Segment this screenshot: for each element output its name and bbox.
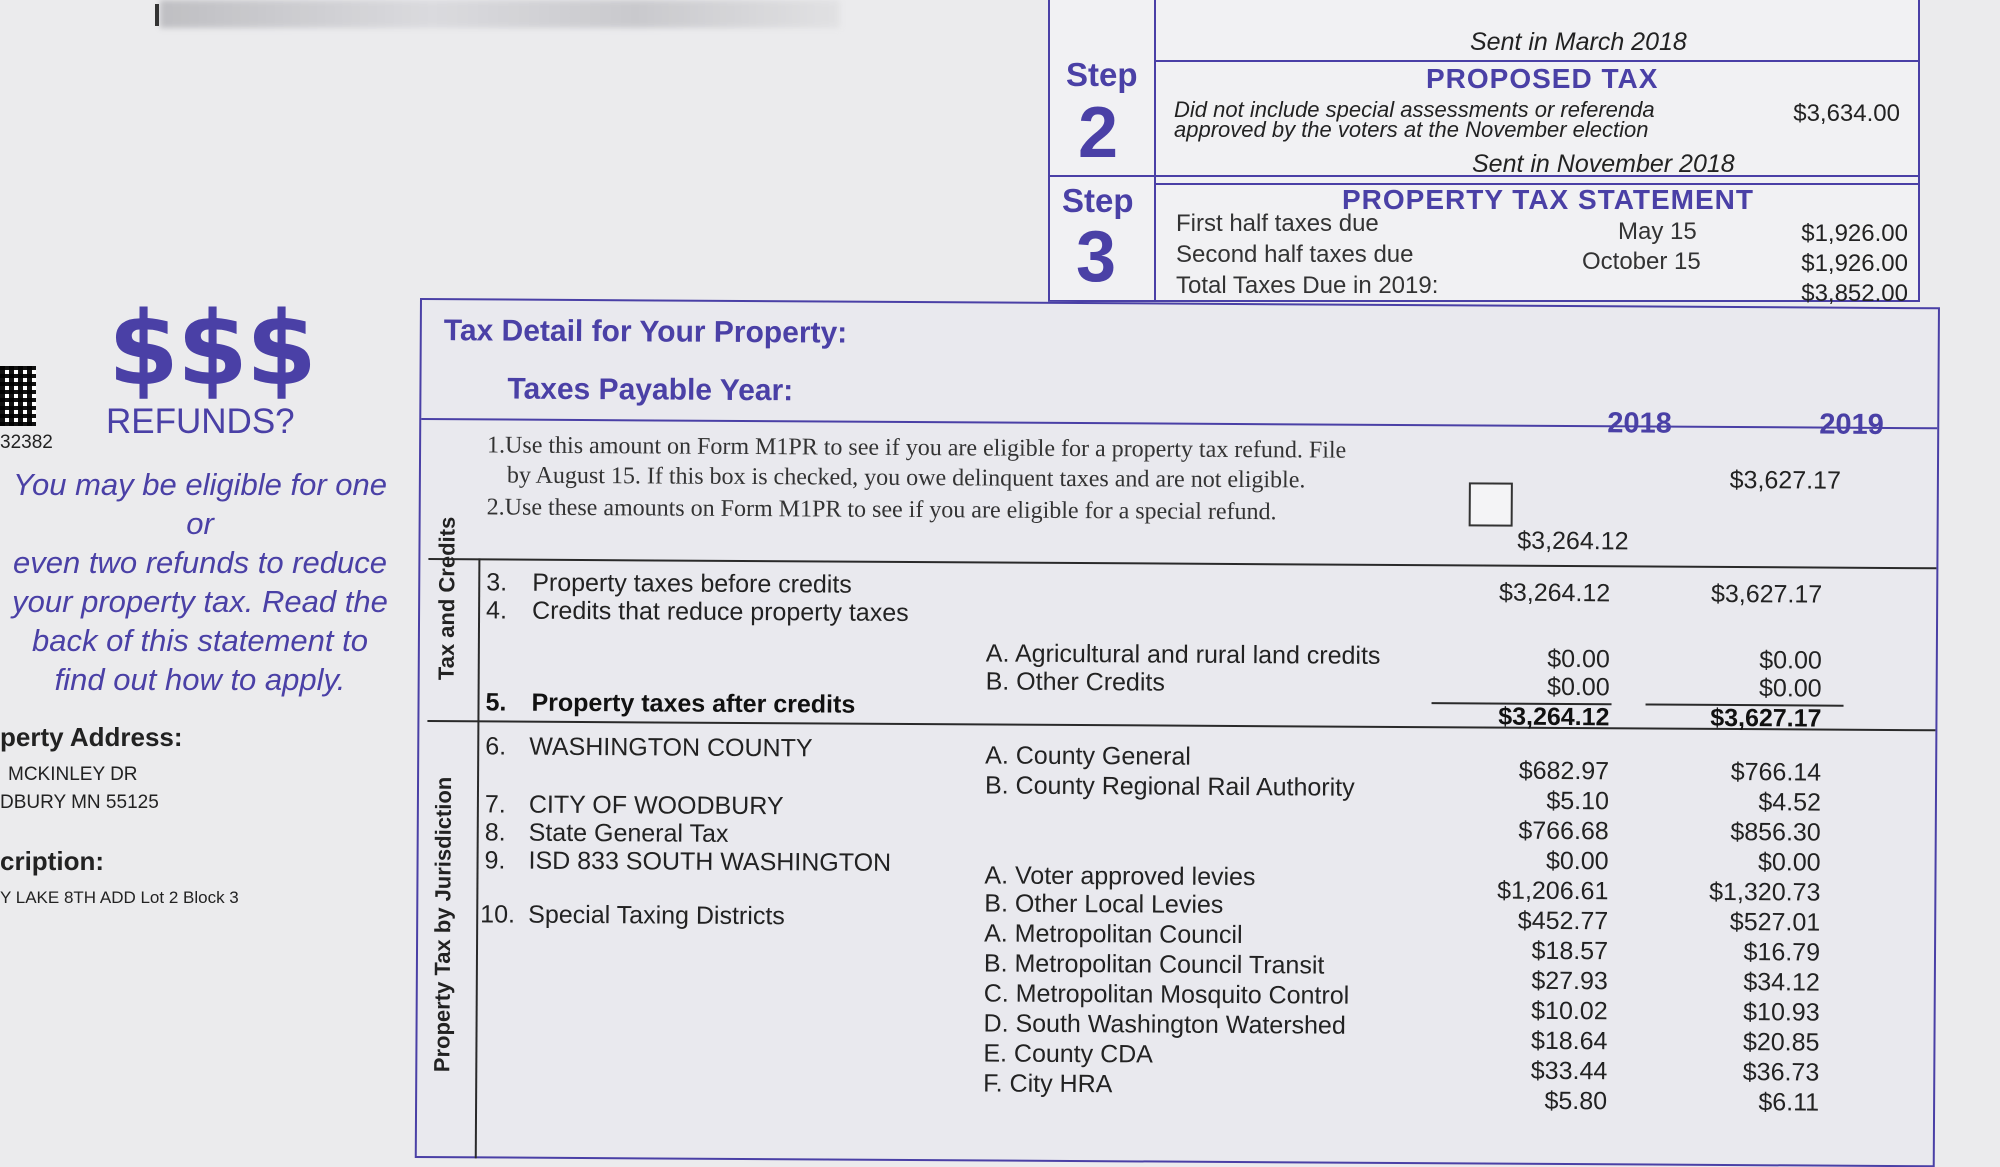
line10c-2018: $10.02 [1531, 996, 1608, 1026]
step2-note-2: approved by the voters at the November election [1174, 117, 1649, 142]
line9-label: ISD 833 SOUTH WASHINGTON [528, 846, 892, 877]
description-label: cription: [0, 846, 104, 876]
payable-year-label: Taxes Payable Year: [507, 372, 794, 408]
line10e-label: E. County CDA [983, 1039, 1153, 1069]
account-number: 32382 [0, 432, 53, 453]
line3-2018: $3,264.12 [1498, 578, 1611, 608]
section-rule-1 [428, 558, 1936, 569]
step3-word: Step [1062, 182, 1134, 219]
step3-title: PROPERTY TAX STATEMENT [1342, 184, 1754, 215]
description-value: Y LAKE 8TH ADD Lot 2 Block 3 [0, 888, 239, 907]
line10f-2019: $6.11 [1758, 1088, 1820, 1117]
second-half-date: October 15 [1582, 248, 1701, 275]
line10e-2018: $33.44 [1530, 1056, 1608, 1086]
refunds-heading: REFUNDS? [106, 402, 295, 441]
line6b-2018: $5.10 [1546, 786, 1610, 816]
tax-credits-label: Tax and Credits [433, 516, 460, 681]
line4a-label: A. Agricultural and rural land credits [985, 639, 1381, 670]
step2-word: Step [1066, 56, 1138, 93]
step2-title: PROPOSED TAX [1426, 63, 1659, 94]
line6a-label: A. County General [985, 741, 1191, 771]
step2-amount: $3,634.00 [1793, 100, 1900, 127]
line4b-2019: $0.00 [1758, 674, 1822, 703]
line8-label: State General Tax [528, 818, 729, 848]
step3-number: 3 [1076, 217, 1117, 297]
line5-2019: $3,627.17 [1710, 703, 1822, 733]
line5-2018: $3,264.12 [1498, 702, 1610, 732]
second-half-label: Second half taxes due [1176, 241, 1414, 268]
line9-num: 9. [484, 846, 506, 875]
step2-sent: Sent in March 2018 [1470, 28, 1687, 56]
line10c-2019: $10.93 [1743, 998, 1820, 1027]
step3-sent: Sent in November 2018 [1472, 150, 1735, 178]
line5-num: 5. [485, 688, 507, 717]
line9a-label: A. Voter approved levies [984, 861, 1256, 892]
line10-num: 10. [480, 900, 516, 929]
line10d-2018: $18.64 [1530, 1026, 1608, 1056]
line10f-label: F. City HRA [983, 1069, 1113, 1099]
line7-label: CITY OF WOODBURY [528, 790, 784, 821]
line10a-label: A. Metropolitan Council [984, 919, 1243, 950]
delinquent-checkbox[interactable] [1469, 482, 1513, 526]
line6-label: WASHINGTON COUNTY [529, 732, 813, 763]
line1-2019: $3,627.17 [1729, 466, 1841, 495]
dollars-heading: $$$ [108, 290, 315, 409]
line10a-2019: $16.79 [1743, 938, 1821, 967]
second-half-amount: $1,926.00 [1801, 250, 1908, 277]
line10b-label: B. Metropolitan Council Transit [983, 949, 1325, 980]
line10b-2018: $27.93 [1531, 966, 1608, 996]
line9a-2018: $1,206.61 [1497, 876, 1609, 906]
line6-num: 6. [485, 732, 507, 761]
total-due-label: Total Taxes Due in 2019: [1176, 272, 1439, 299]
line9b-2018: $452.77 [1517, 906, 1609, 936]
line10d-2019: $20.85 [1742, 1028, 1820, 1057]
line4-num: 4. [486, 596, 508, 625]
line8-2018: $0.00 [1545, 846, 1609, 876]
tax-detail-box [415, 298, 1940, 1167]
line10a-2018: $18.57 [1531, 936, 1609, 966]
line10c-label: C. Metropolitan Mosquito Control [983, 979, 1350, 1010]
jurisdiction-label: Property Tax by Jurisdiction [429, 776, 457, 1073]
line4a-2019: $0.00 [1759, 646, 1822, 675]
line10d-label: D. South Washington Watershed [983, 1009, 1346, 1040]
line2-text: 2.Use these amounts on Form M1PR to see if you are eligible for a special refund. [486, 494, 1277, 526]
line4b-2018: $0.00 [1546, 672, 1610, 702]
address-line-1: MCKINLEY DR [8, 764, 138, 785]
line1-text-b: by August 15. If this box is checked, you owe delinquent taxes and are not eligible. [506, 462, 1306, 494]
step2-rule [1154, 60, 1920, 62]
line7-num: 7. [484, 790, 506, 819]
line4-label: Credits that reduce property taxes [532, 596, 909, 627]
first-half-label: First half taxes due [1176, 210, 1379, 237]
address-line-2: DBURY MN 55125 [0, 792, 159, 813]
header-rule [421, 418, 1937, 429]
line10e-2019: $36.73 [1742, 1058, 1820, 1087]
line10f-2018: $5.80 [1544, 1086, 1608, 1116]
line2-2018: $3,264.12 [1517, 526, 1629, 556]
line3-num: 3. [486, 568, 508, 597]
line4a-2018: $0.00 [1547, 644, 1610, 674]
line5-label: Property taxes after credits [531, 688, 856, 719]
property-address-label: perty Address: [0, 722, 183, 752]
detail-title: Tax Detail for Your Property: [443, 314, 848, 350]
line1-text-a: 1.Use this amount on Form M1PR to see if you are eligible for a property tax refund. File [487, 432, 1347, 464]
step-divider [1154, 0, 1156, 300]
line6b-2019: $4.52 [1758, 788, 1822, 817]
line9b-2019: $527.01 [1729, 908, 1821, 937]
line8-num: 8. [484, 818, 506, 847]
line10b-2019: $34.12 [1743, 968, 1820, 997]
line7-2019: $856.30 [1730, 818, 1821, 847]
year-2019-header: 2019 [1819, 408, 1884, 441]
section-label-rule [475, 558, 481, 1158]
step2-note-1: Did not include special assessments or referenda [1174, 97, 1655, 122]
line9b-label: B. Other Local Levies [984, 889, 1224, 919]
total-due-amount: $3,852.00 [1801, 280, 1908, 307]
line4b-label: B. Other Credits [985, 667, 1165, 697]
first-half-date: May 15 [1618, 218, 1697, 245]
header-rule [155, 4, 159, 26]
line10-label: Special Taxing Districts [528, 900, 785, 931]
line6a-2019: $766.14 [1730, 758, 1822, 787]
line7-2018: $766.68 [1518, 816, 1609, 846]
year-2018-header: 2018 [1607, 407, 1672, 440]
first-half-amount: $1,926.00 [1801, 220, 1908, 247]
line3-2019: $3,627.17 [1710, 579, 1823, 609]
line9a-2019: $1,320.73 [1709, 877, 1821, 907]
blurred-header-text [160, 0, 840, 28]
line6a-2018: $682.97 [1518, 756, 1610, 786]
line6b-label: B. County Regional Rail Authority [984, 771, 1355, 802]
step2-number: 2 [1078, 93, 1119, 173]
line3-label: Property taxes before credits [532, 568, 852, 599]
line8-2019: $0.00 [1757, 848, 1821, 877]
eligibility-message: You may be eligible for one or even two refunds to reduce your property tax. Read the back of this statement to find out how to apply. [12, 467, 388, 697]
barcode-icon [0, 366, 36, 426]
